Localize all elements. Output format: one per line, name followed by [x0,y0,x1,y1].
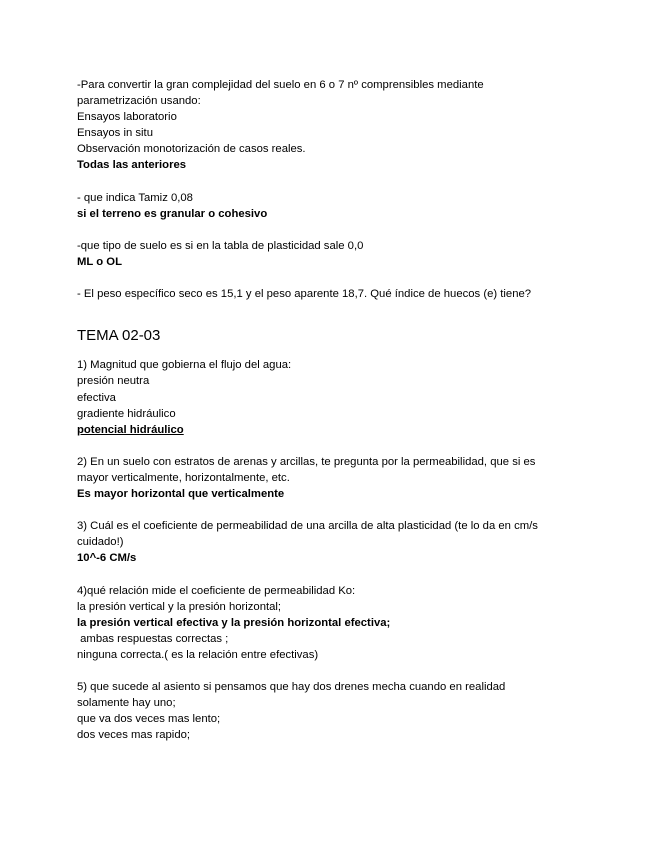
option-line: la presión vertical y la presión horizontal; [77,600,282,613]
question-line: - que indica Tamiz 0,08 [77,191,193,204]
answer-line: Todas las anteriores [77,159,187,172]
question-line: -Para convertir la gran complejidad del suelo en 6 o 7 nº comprensibles mediante [77,79,484,91]
question-line: parametrización usando: [77,95,201,108]
option-line: ambas respuestas correctas ; [77,632,229,645]
document-page [77,77,577,744]
question-line: mayor verticalmente, horizontalmente, etc. [77,471,290,484]
question-line: -que tipo de suelo es si en la tabla de plasticidad sale 0,0 [77,239,364,252]
answer-line: Es mayor horizontal que verticalmente [77,488,285,501]
option-line: dos veces mas rapido; [77,729,191,742]
question-line: 3) Cuál es el coeficiente de permeabilidad de una arcilla de alta plasticidad (te lo da en cm/s [77,520,538,533]
question-line: 4)qué relación mide el coeficiente de permeabilidad Ko: [77,584,356,597]
answer-line: si el terreno es granular o cohesivo [77,207,268,220]
question-line: 2) En un suelo con estratos de arenas y arcillas, te pregunta por la permeabilidad, que si es [77,455,536,468]
question-line: solamente hay uno; [77,697,176,710]
option-line: efectiva [77,391,116,404]
question-line: 1) Magnitud que gobierna el flujo del agua: [77,359,292,372]
question-line: - El peso específico seco es 15,1 y el peso aparente 18,7. Qué índice de huecos (e) tiene? [77,288,532,301]
answer-line: ML o OL [77,256,122,269]
option-line: que va dos veces mas lento; [77,713,221,726]
option-line: Ensayos in situ [77,127,153,140]
option-line: Ensayos laboratorio [77,111,177,124]
option-line: Observación monotorización de casos reales. [77,143,306,156]
answer-line: 10^-6 CM/s [77,552,137,565]
section-heading: TEMA 02-03 [77,327,161,345]
answer-line: potencial hidráulico [77,423,184,436]
question-line: 5) que sucede al asiento si pensamos que hay dos drenes mecha cuando en realidad [77,681,506,694]
option-line: ninguna correcta.( es la relación entre efectivas) [77,649,319,661]
answer-line: la presión vertical efectiva y la presión horizontal efectiva; [77,616,391,629]
option-line: presión neutra [77,375,150,388]
option-line: gradiente hidráulico [77,407,176,420]
question-line: cuidado!) [77,536,124,549]
